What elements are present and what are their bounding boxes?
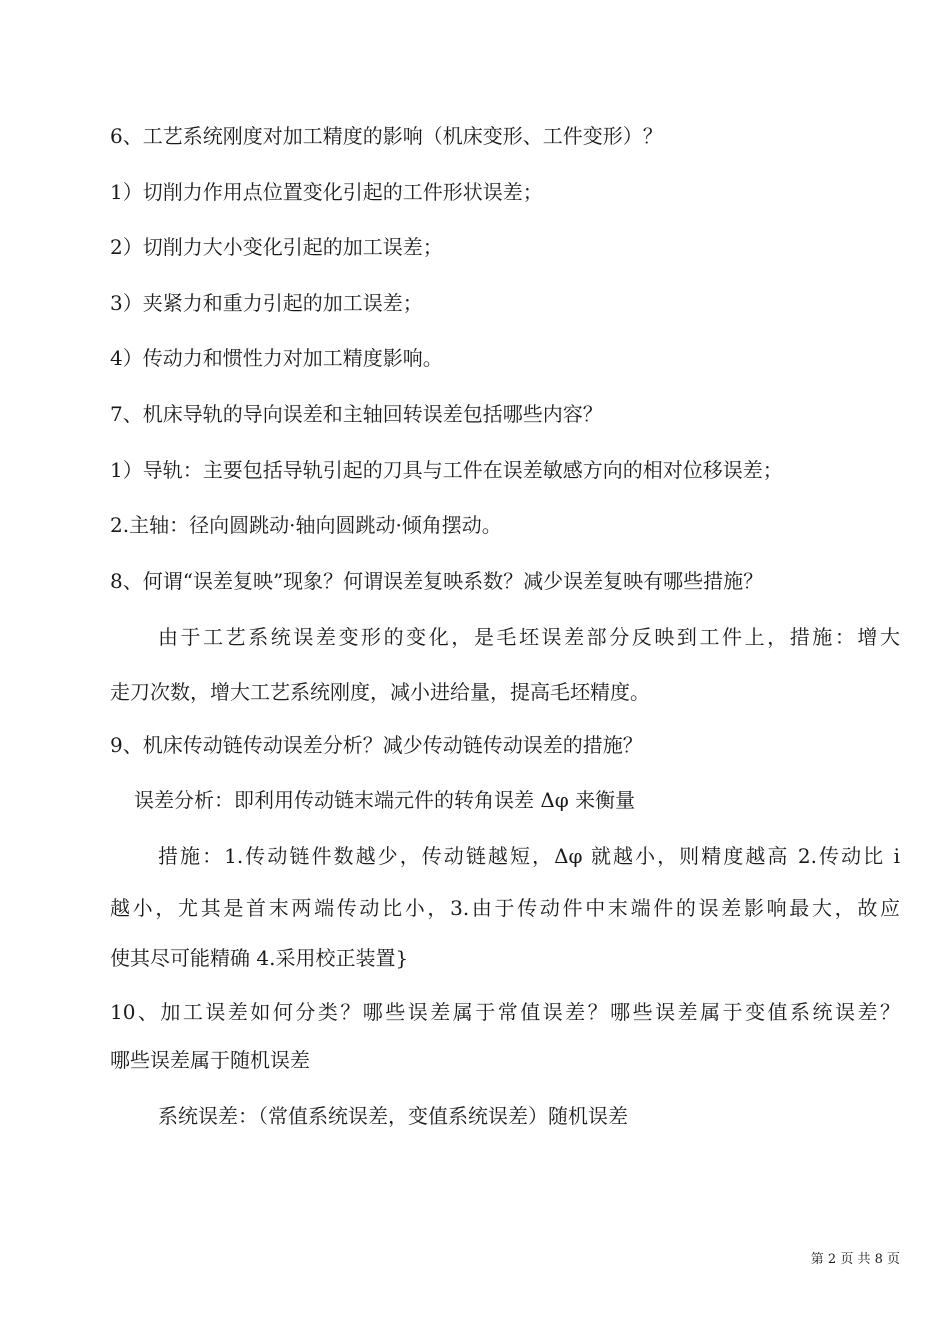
answer-7-item-1: 1）导轨：主要包括导轨引起的刀具与工件在误差敏感方向的相对位移误差； xyxy=(110,458,783,482)
answer-6-item-4: 4）传动力和惯性力对加工精度影响。 xyxy=(110,346,443,370)
answer-10: 系统误差：（常值系统误差，变值系统误差）随机误差 xyxy=(158,1104,628,1128)
question-7-heading: 7、机床导轨的导向误差和主轴回转误差包括哪些内容？ xyxy=(110,402,603,426)
question-10-heading-line-1: 10、加工误差如何分类？哪些误差属于常值误差？哪些误差属于变值系统误差？ xyxy=(110,1000,900,1024)
answer-8-line-1: 由于工艺系统误差变形的变化，是毛坯误差部分反映到工件上，措施：增大 xyxy=(158,625,900,649)
answer-9-analysis: 误差分析：即利用传动链末端元件的转角误差 Δφ 来衡量 xyxy=(134,788,636,812)
answer-9-measures-line-2: 越小，尤其是首末两端传动比小，3.由于传动件中末端件的误差影响最大，故应 xyxy=(110,896,900,920)
answer-6-item-3: 3）夹紧力和重力引起的加工误差； xyxy=(110,291,423,315)
answer-7-item-2: 2.主轴：径向圆跳动·轴向圆跳动·倾角摆动。 xyxy=(110,513,502,537)
question-9-heading: 9、机床传动链传动误差分析？减少传动链传动误差的措施？ xyxy=(110,733,643,757)
question-10-heading-line-2: 哪些误差属于随机误差 xyxy=(110,1048,310,1072)
page-number-footer: 第 2 页 共 8 页 xyxy=(810,1252,900,1267)
answer-8-line-2: 走刀次数，增大工艺系统刚度，减小进给量，提高毛坯精度。 xyxy=(110,680,650,704)
answer-9-measures-line-3: 使其尽可能精确 4.采用校正装置} xyxy=(110,946,409,970)
question-6-heading: 6、工艺系统刚度对加工精度的影响（机床变形、工件变形）？ xyxy=(110,124,663,148)
answer-6-item-1: 1）切削力作用点位置变化引起的工件形状误差； xyxy=(110,180,543,204)
question-8-heading: 8、何谓“误差复映”现象？何谓误差复映系数？减少误差复映有哪些措施？ xyxy=(110,569,764,593)
answer-9-measures-line-1: 措施：1.传动链件数越少，传动链越短，Δφ 就越小，则精度越高 2.传动比 i xyxy=(158,844,900,868)
answer-6-item-2: 2）切削力大小变化引起的加工误差； xyxy=(110,235,443,259)
